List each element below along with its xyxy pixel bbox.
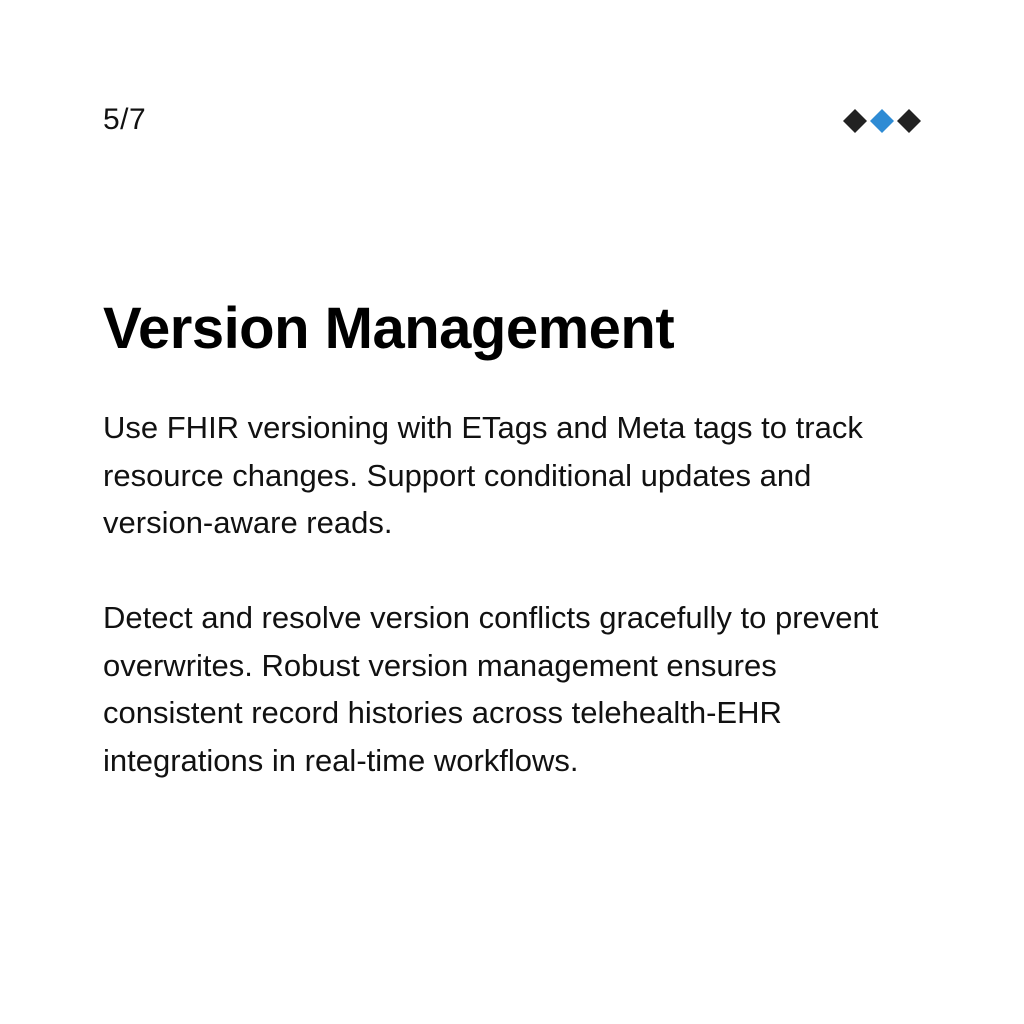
diamond-left [843,109,867,133]
body-text [103,404,923,784]
page-title: Version Management [103,296,675,361]
three-diamonds-icon [843,108,923,134]
paragraph-1: Use FHIR versioning with ETags and Meta tags to track resource changes. Support conditional updates and version-aware reads. [103,410,863,540]
paragraph-2: Detect and resolve version conflicts gracefully to prevent overwrites. Robust version management ensures consistent record histories across telehealth-EHR integrations in real-time workflows. [103,600,879,778]
diamond-right [897,109,921,133]
page-counter: 5/7 [103,103,147,136]
diamond-middle [870,109,894,133]
